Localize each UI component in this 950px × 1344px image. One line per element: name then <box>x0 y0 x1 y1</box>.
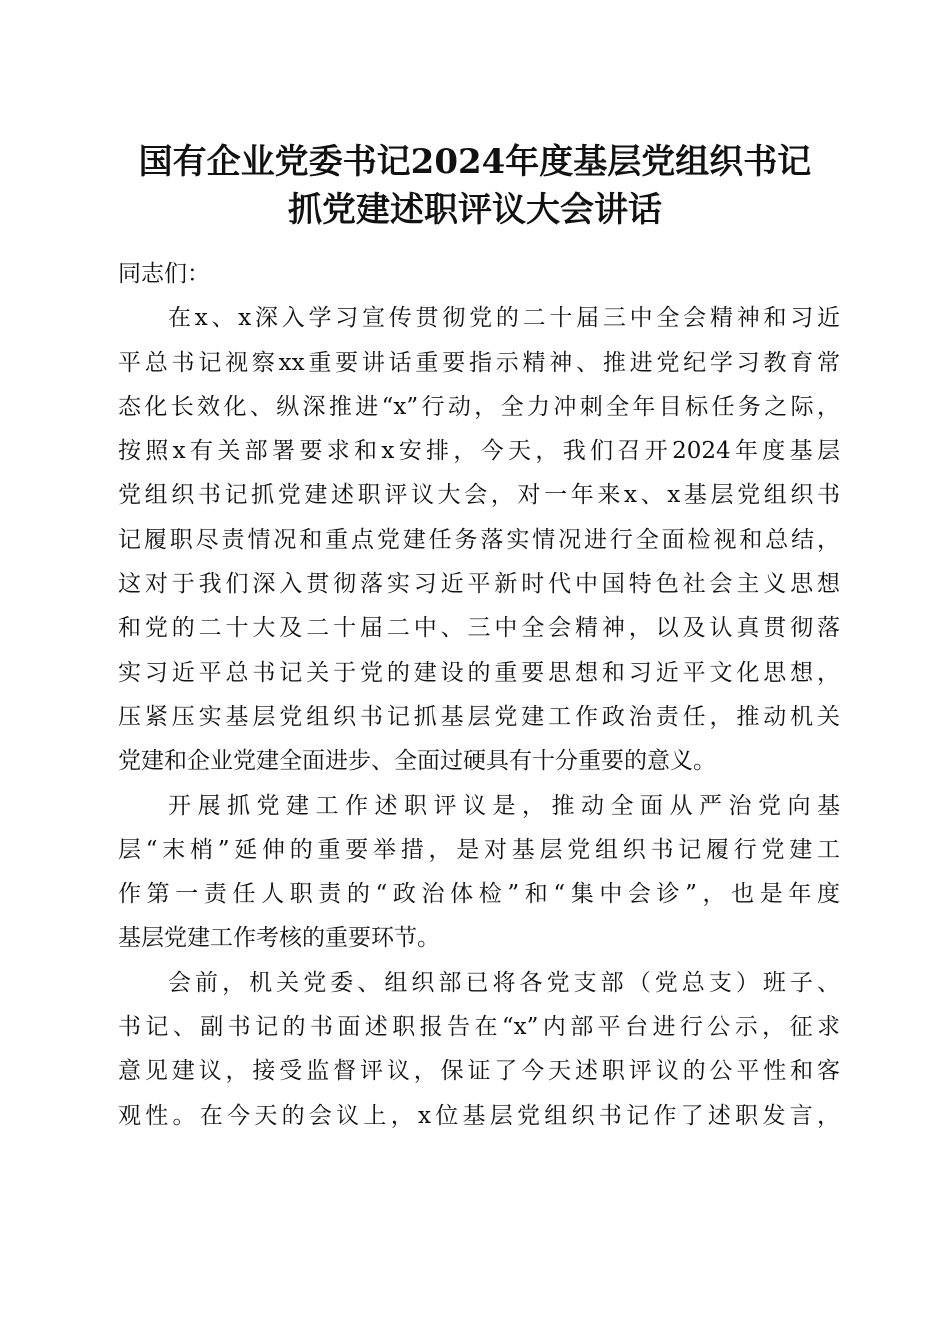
document-title <box>80 138 870 234</box>
paragraph-line: 压紧压实基层党组织书记抓基层党建工作政治责任，推动机关 <box>118 703 840 730</box>
paragraph-line: 在x、x深入学习宣传贯彻党的二十届三中全会精神和习近 <box>168 305 840 332</box>
title-line-1: 国有企业党委书记2024年度基层党组织书记 <box>138 142 812 182</box>
paragraph-1 <box>118 296 840 783</box>
paragraph-line: 党建和企业党建全面进步、全面过硬具有十分重要的意义。 <box>118 748 716 775</box>
paragraph-line: 基层党建工作考核的重要环节。 <box>118 925 440 952</box>
paragraph-line: 层“末梢”延伸的重要举措，是对基层党组织书记履行党建工 <box>118 836 840 863</box>
paragraph-line: 观性。在今天的会议上，x位基层党组织书记作了述职发言， <box>118 1102 840 1129</box>
paragraph-line: 按照x有关部署要求和x安排，今天，我们召开2024年度基层 <box>118 438 840 465</box>
salutation: 同志们： <box>118 261 210 287</box>
paragraph-line: 会前，机关党委、组织部已将各党支部（党总支）班子、 <box>168 969 840 996</box>
paragraph-line: 和党的二十大及二十届二中、三中全会精神，以及认真贯彻落 <box>118 615 840 642</box>
paragraph-line: 记履职尽责情况和重点党建任务落实情况进行全面检视和总结， <box>118 526 840 553</box>
paragraph-2 <box>118 784 840 961</box>
paragraph-line: 态化长效化、纵深推进“x”行动，全力冲刺全年目标任务之际， <box>118 393 840 420</box>
paragraph-line: 意见建议，接受监督评议，保证了今天述职评议的公平性和客 <box>118 1058 840 1085</box>
paragraph-3 <box>118 961 840 1138</box>
paragraph-line: 实习近平总书记关于党的建设的重要思想和习近平文化思想， <box>118 659 840 686</box>
paragraph-line: 这对于我们深入贯彻落实习近平新时代中国特色社会主义思想 <box>118 571 840 598</box>
paragraph-line: 平总书记视察xx重要讲话重要指示精神、推进党纪学习教育常 <box>118 349 840 376</box>
paragraph-line: 书记、副书记的书面述职报告在“x”内部平台进行公示，征求 <box>118 1014 840 1041</box>
document-body <box>118 252 840 1138</box>
paragraph-line: 作第一责任人职责的“政治体检”和“集中会诊”，也是年度 <box>118 881 840 908</box>
paragraph-line: 开展抓党建工作述职评议是，推动全面从严治党向基 <box>168 792 840 819</box>
title-line-2: 抓党建述职评议大会讲话 <box>288 190 662 230</box>
paragraph-line: 党组织书记抓党建述职评议大会，对一年来x、x基层党组织书 <box>118 482 840 509</box>
